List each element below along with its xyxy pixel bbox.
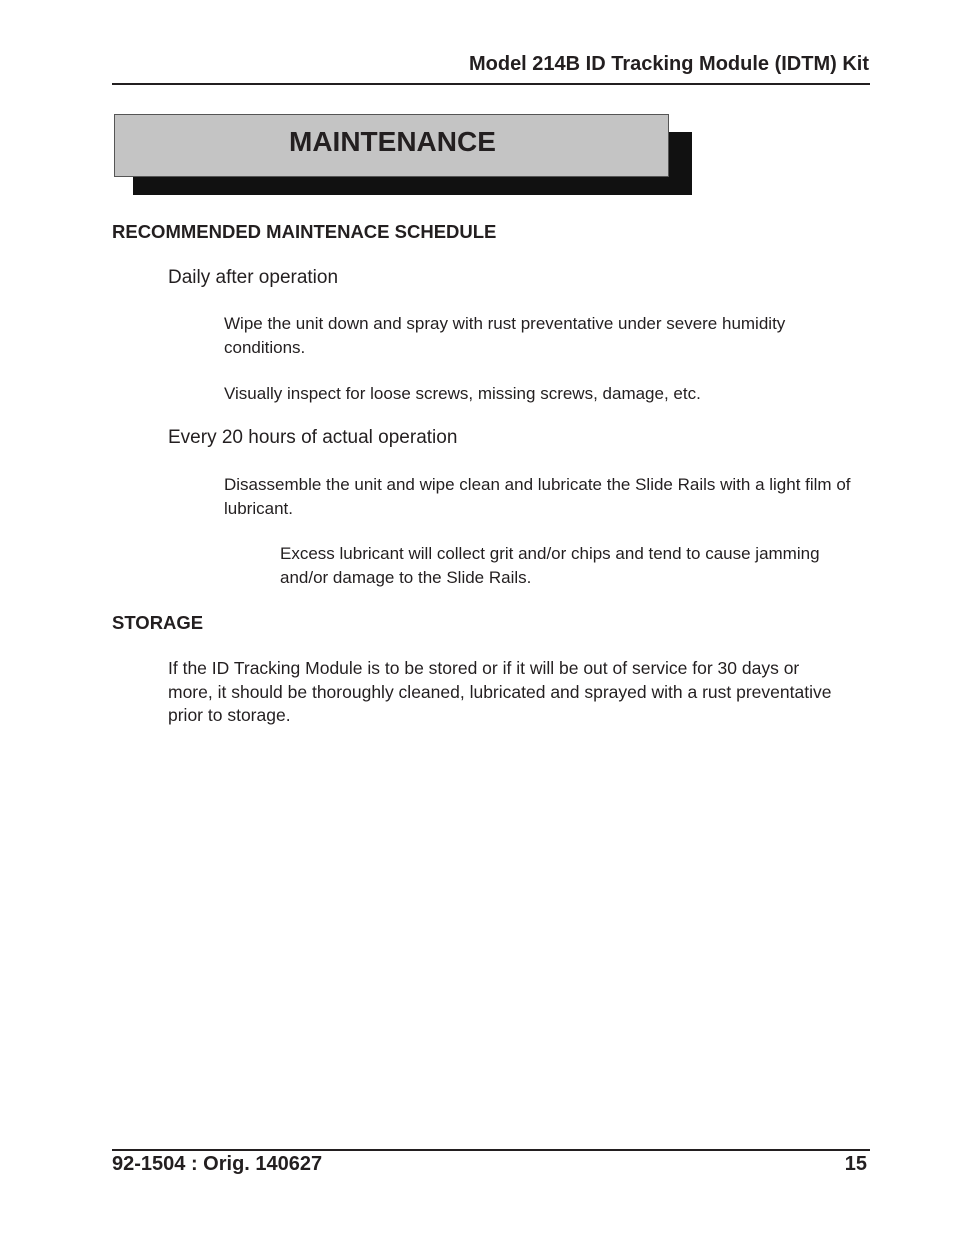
page-number: 15 <box>844 1153 867 1175</box>
storage-paragraph: If the ID Tracking Module is to be stored or if it will be out of service for 30 days or more, it should be thoroughly cleaned, lubricated and sprayed with a rust preventative prior to storage. <box>168 658 832 725</box>
schedule-heading: RECOMMENDED MAINTENACE SCHEDULE <box>112 221 497 242</box>
every-20-hours-subheading: Every 20 hours of actual operation <box>168 427 458 448</box>
every-20-hours-item: Disassemble the unit and wipe clean and lubricate the Slide Rails with a light film of lubricant. <box>224 475 851 518</box>
footer-divider <box>112 1149 870 1151</box>
daily-item-wipe: Wipe the unit down and spray with rust preventative under severe humidity conditions. <box>224 314 786 357</box>
storage-heading: STORAGE <box>112 612 204 633</box>
daily-subheading: Daily after operation <box>168 267 339 288</box>
document-title: Model 214B ID Tracking Module (IDTM) Kit <box>468 53 869 75</box>
header-divider <box>112 83 870 85</box>
daily-item-inspect: Visually inspect for loose screws, missing screws, damage, etc. <box>224 384 701 403</box>
document-number: 92-1504 : Orig. 140627 <box>112 1153 323 1175</box>
lubricant-note: Excess lubricant will collect grit and/or chips and tend to cause jamming and/or damage to the Slide Rails. <box>280 544 820 587</box>
section-title: MAINTENANCE <box>289 126 496 157</box>
